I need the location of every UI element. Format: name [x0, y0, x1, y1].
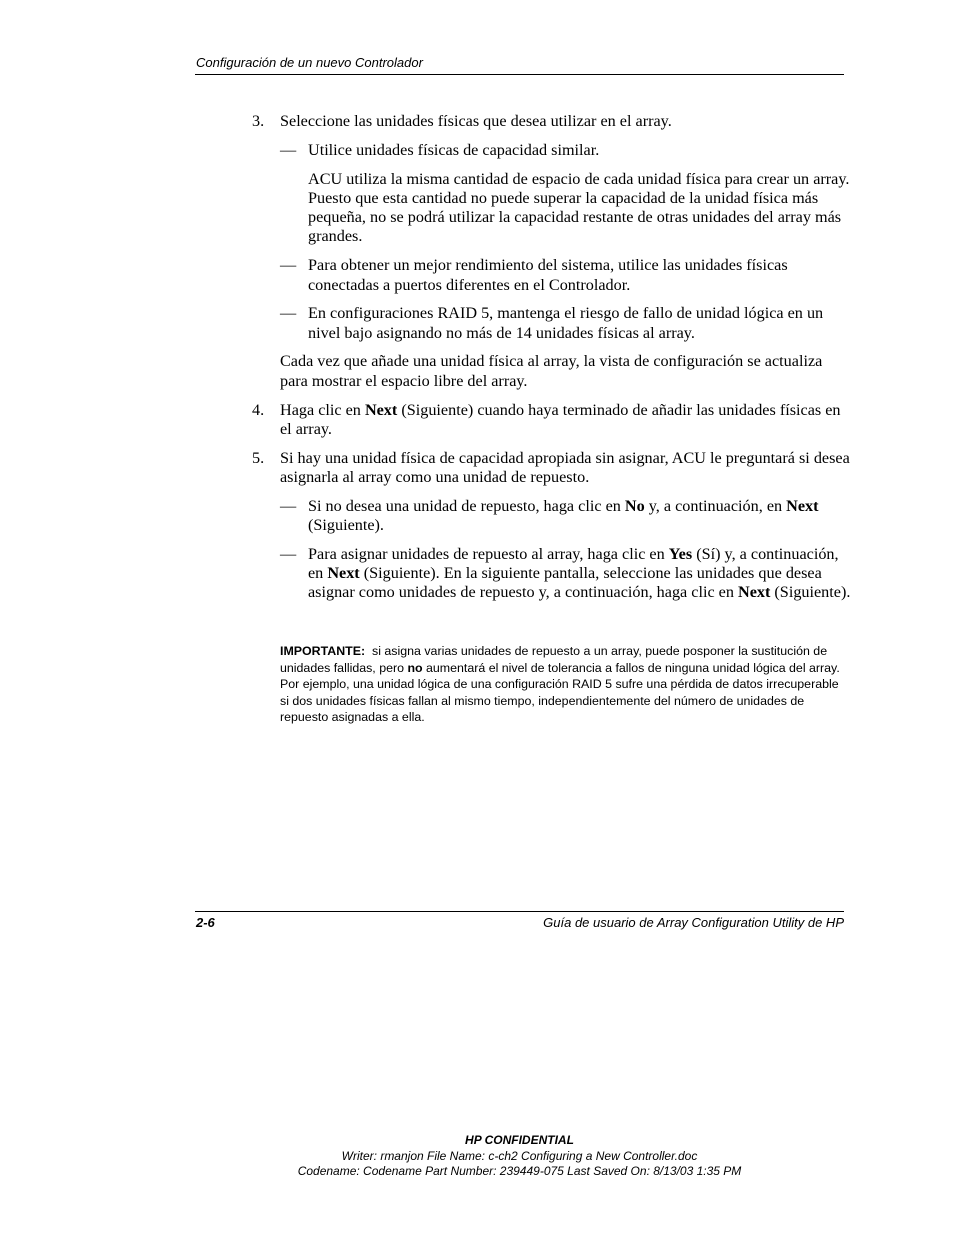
step-number: 4.	[252, 400, 265, 419]
step-3-text: Seleccione las unidades físicas que desea utilizar en el array.	[280, 112, 672, 130]
next-label: Next	[786, 496, 819, 515]
bullet-text: En configuraciones RAID 5, mantenga el riesgo de fallo de unidad lógica en un nivel bajo asignando no más de 14 unidades físicas al array.	[308, 304, 824, 342]
text-run: aumentará el nivel de tolerancia a fallos de ninguna unidad lógica del array. Por ejemplo, una unidad lógica de una configuración RAID 5 sufre una pérdida de datos irrecuperable si dos unidades físicas fallan al mismo tiempo, independientemente del número de unidades de repuesto asignadas a ella.	[280, 660, 840, 725]
bullet-text: Utilice unidades físicas de capacidad similar.	[308, 140, 600, 159]
text-run: (Siguiente).	[770, 583, 851, 602]
step-3-after-text: Cada vez que añade una unidad física al array, la vista de configuración se actualiza para mostrar el espacio libre del array.	[280, 352, 823, 390]
text-run: y, a continuación, en	[644, 496, 787, 515]
step-3-bullet-2	[280, 256, 852, 295]
step-number: 5.	[252, 448, 265, 467]
step-3-bullet-1	[280, 141, 852, 160]
text-run: Para asignar unidades de repuesto al array, haga clic en	[308, 544, 669, 563]
main-content	[252, 112, 852, 603]
text-run: si asigna varias unidades de repuesto a un array, puede posponer la sustitución de unidades fallidas, pero	[280, 644, 828, 675]
step-5	[252, 449, 852, 488]
step-number: 3.	[252, 112, 265, 130]
text-run: (Siguiente). En la siguiente pantalla, seleccione las unidades que desea asignar como unidades de repuesto y, a continuación, haga clic en	[308, 564, 822, 602]
next-label: Next	[364, 400, 398, 419]
yes-label: Yes	[668, 544, 693, 563]
step-3	[252, 112, 852, 131]
step-3-bullet-1-note: ACU utiliza la misma cantidad de espacio de cada unidad física para crear un array. Puesto que esta cantidad no puede superar la capacidad de la unidad física más pequeña, no se podrá utilizar la capacidad restante de otras unidades del array más grandes.	[308, 169, 850, 246]
guide-title: Guía de usuario de Array Configuration Utility de HP	[543, 915, 844, 930]
important-note	[280, 643, 840, 726]
dash-marker: —	[280, 140, 297, 159]
dash-marker: —	[280, 304, 297, 323]
text-run: (Siguiente).	[308, 516, 384, 535]
emphasis-no: no	[407, 660, 423, 675]
running-header: Configuración de un nuevo Controlador	[196, 55, 423, 70]
step-4	[252, 401, 852, 440]
confidential-title: HP CONFIDENTIAL	[465, 1133, 574, 1147]
footer-rule	[195, 911, 844, 912]
bullet-text	[308, 497, 852, 536]
step-4-text	[280, 401, 852, 440]
step-3-bullet-3	[280, 304, 852, 343]
next-label: Next	[738, 583, 771, 602]
dash-marker: —	[280, 496, 297, 515]
page-number: 2-6	[196, 915, 215, 930]
step-5-bullet-2	[280, 545, 852, 603]
text-run: Haga clic en	[280, 400, 365, 419]
dash-marker: —	[280, 256, 297, 275]
important-label: IMPORTANTE:	[280, 644, 366, 658]
step-5-text: Si hay una unidad física de capacidad apropiada sin asignar, ACU le preguntará si desea asignarla al array como una unidad de repuesto.	[280, 448, 850, 486]
text-run: (Siguiente) cuando haya terminado de añadir las unidades físicas en el array.	[280, 400, 841, 438]
confidential-block	[195, 1133, 844, 1180]
header-rule	[195, 74, 844, 75]
next-label: Next	[327, 564, 360, 583]
step-5-bullet-1	[280, 497, 852, 536]
dash-marker: —	[280, 544, 297, 563]
bullet-text	[308, 545, 852, 603]
no-label: No	[624, 496, 645, 515]
text-run: Si no desea una unidad de repuesto, haga clic en	[308, 496, 625, 515]
confidential-line-2: Codename: Codename Part Number: 239449-075 Last Saved On: 8/13/03 1:35 PM	[297, 1164, 742, 1178]
confidential-line-1: Writer: rmanjon File Name: c-ch2 Configuring a New Controller.doc	[341, 1148, 698, 1163]
text-run: (Sí) y, a continuación, en	[308, 544, 839, 583]
bullet-text: Para obtener un mejor rendimiento del sistema, utilice las unidades físicas conectadas a puertos diferentes en el Controlador.	[308, 256, 788, 294]
